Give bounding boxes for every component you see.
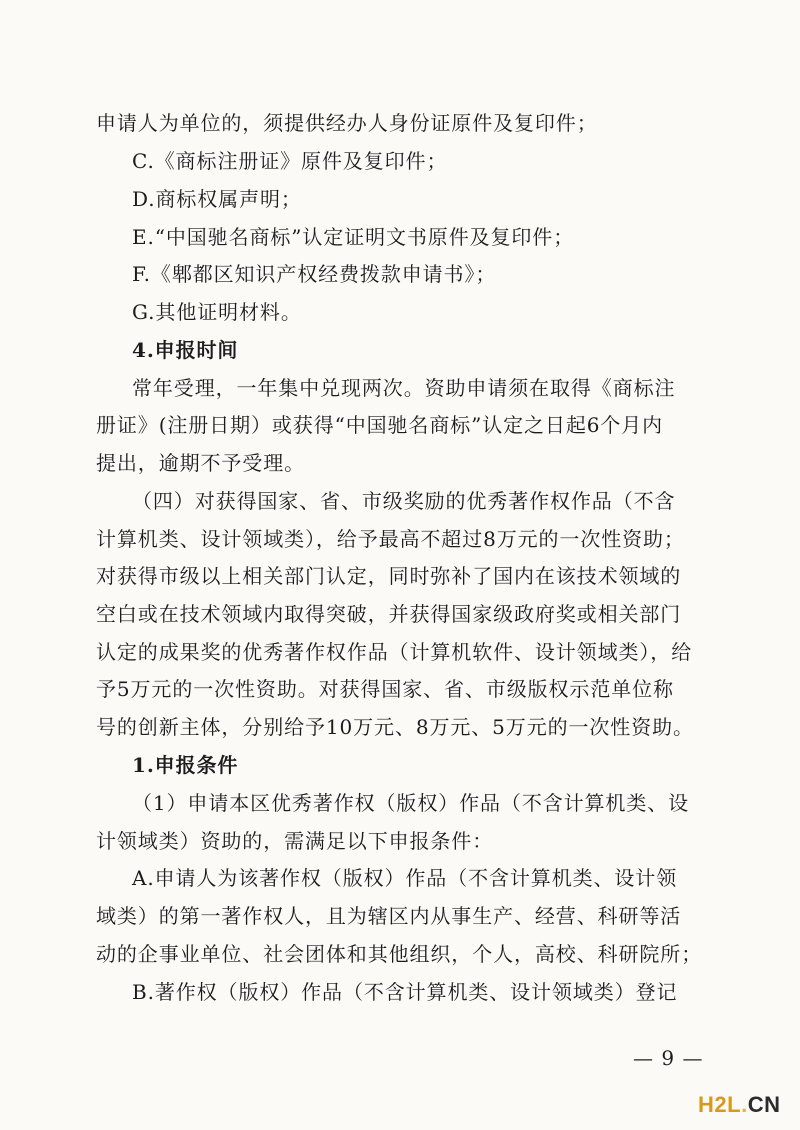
watermark-h2l: H2L: [698, 1092, 742, 1117]
section-heading: 4.申报时间: [132, 338, 239, 362]
watermark-cn: CN: [747, 1092, 781, 1117]
list-item-f: F.《郫都区知识产权经费拨款申请书》；: [132, 262, 497, 286]
paragraph-line: （1）申请本区优秀著作权（版权）作品（不含计算机类、设: [132, 791, 690, 815]
paragraph-line: 予5万元的一次性资助。对获得国家、省、市级版权示范单位称: [96, 677, 674, 701]
paragraph-line: 动的企事业单位、社会团体和其他组织，个人，高校、科研院所；: [96, 942, 703, 966]
watermark-logo: [698, 1093, 780, 1117]
paragraph-line: 域类）的第一著作权人，且为辖区内从事生产、经营、科研等活: [96, 904, 682, 928]
paragraph-line: 申请人为单位的，须提供经办人身份证原件及复印件；: [96, 111, 598, 135]
paragraph-line: 计算机类、设计领域类），给予最高不超过8万元的一次性资助；: [96, 527, 685, 551]
watermark-dot: .: [741, 1092, 748, 1117]
paragraph-line: 常年受理，一年集中兑现两次。资助申请须在取得《商标注: [132, 376, 676, 400]
page-number: — 9 —: [633, 1046, 704, 1070]
paragraph-line: 对获得市级以上相关部门认定，同时弥补了国内在该技术领域的: [96, 564, 682, 588]
paragraph-line: 计领域类）资助的，需满足以下申报条件：: [96, 829, 494, 853]
list-item-e: E.“中国驰名商标”认定证明文书原件及复印件；: [132, 225, 575, 249]
paragraph-line: A.申请人为该著作权（版权）作品（不含计算机类、设计领: [132, 866, 678, 890]
list-item-d: D.商标权属声明；: [132, 187, 302, 211]
section-heading: 1.申报条件: [132, 753, 239, 777]
paragraph-line: 空白或在技术领域内取得突破，并获得国家级政府奖或相关部门: [96, 602, 682, 626]
paragraph-line: 认定的成果奖的优秀著作权作品（计算机软件、设计领域类），给: [96, 640, 693, 664]
list-item-g: G.其他证明材料。: [132, 300, 302, 324]
paragraph-line: 提出，逾期不予受理。: [96, 451, 305, 475]
paragraph-line: 册证》(注册日期）或获得“中国驰名商标”认定之日起6个月内: [96, 413, 664, 437]
paragraph-line: （四）对获得国家、省、市级奖励的优秀著作权作品（不含: [132, 489, 676, 513]
paragraph-line: 号的创新主体，分别给予10万元、8万元、5万元的一次性资助。: [96, 715, 694, 739]
list-item-c: C.《商标注册证》原件及复印件；: [132, 149, 448, 173]
paragraph-line: B.著作权（版权）作品（不含计算机类、设计领域类）登记: [132, 980, 678, 1004]
